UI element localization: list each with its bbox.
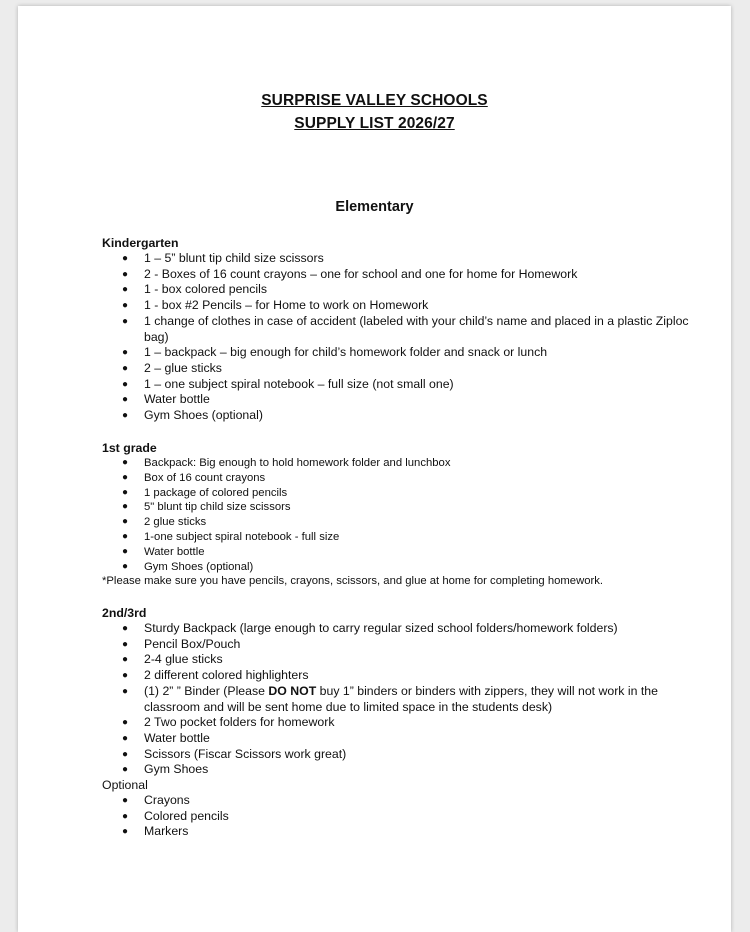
bullet-icon: ● <box>122 810 129 822</box>
bullet-icon: ● <box>122 457 129 468</box>
list-item: ● 1-one subject spiral notebook - full size <box>122 530 340 543</box>
list-item: ● Water bottle <box>122 392 210 407</box>
bullet-icon: ● <box>122 362 129 374</box>
bullet-icon: ● <box>122 732 129 744</box>
first-grade-list <box>102 456 692 574</box>
bullet-icon: ● <box>122 560 129 572</box>
supply-list-heading: SUPPLY LIST 2026/27 <box>294 115 455 132</box>
elementary-heading: Elementary <box>335 199 414 216</box>
list-item: ● Colored pencils <box>122 808 229 823</box>
optional-heading: Optional <box>102 778 148 793</box>
bullet-icon: ● <box>122 501 129 513</box>
kindergarten-list <box>102 251 692 424</box>
list-item: ● Gym Shoes (optional) <box>122 408 263 423</box>
bullet-icon: ● <box>122 826 129 838</box>
binder-item: ● (1) 2” ” Binder (Please DO NOT buy 1” binders or binders with zippers, they will not work in the classroom and will be sent home due to limited space in the students desk) <box>122 683 658 714</box>
list-item: ● 1 package of colored pencils <box>122 486 288 499</box>
bullet-icon: ● <box>122 623 129 634</box>
bullet-icon: ● <box>122 764 129 776</box>
document-page <box>18 6 731 932</box>
second-third-list <box>102 621 692 778</box>
bullet-icon: ● <box>122 268 129 280</box>
list-item: ● 2-4 glue sticks <box>122 652 223 667</box>
second-third-section <box>102 606 692 840</box>
list-item: ● 1 - box #2 Pencils – for Home to work on Homework <box>122 298 429 313</box>
list-item: ● 1 – backpack – big enough for child’s homework folder and snack or lunch <box>122 345 548 360</box>
homework-note: *Please make sure you have pencils, crayons, scissors, and glue at home for completing homework. <box>102 575 604 588</box>
bullet-icon: ● <box>122 410 129 422</box>
bullet-icon: ● <box>122 315 129 327</box>
list-item: ● 1 - box colored pencils <box>122 282 268 297</box>
list-item: ● Water bottle <box>122 545 205 558</box>
bullet-icon: ● <box>122 394 129 406</box>
list-item: ● Gym Shoes (optional) <box>122 560 254 573</box>
list-item: ● 2 – glue sticks <box>122 360 222 375</box>
list-item: ● Box of 16 count crayons <box>122 471 266 484</box>
kindergarten-section <box>102 236 692 424</box>
bullet-icon: ● <box>122 378 129 390</box>
list-item: ● 1 – one subject spiral notebook – full size (not small one) <box>122 376 454 391</box>
bullet-icon: ● <box>122 795 129 807</box>
list-item: ● 2 - Boxes of 16 count crayons – one for school and one for home for Homework <box>122 266 578 281</box>
first-grade-section <box>102 441 692 589</box>
bullet-icon: ● <box>122 253 129 264</box>
bullet-icon: ● <box>122 300 129 312</box>
list-item: ● Gym Shoes <box>122 762 209 777</box>
bullet-icon: ● <box>122 284 129 296</box>
list-item: ● Water bottle <box>122 730 210 745</box>
bullet-icon: ● <box>122 545 129 557</box>
bullet-icon: ● <box>122 654 129 666</box>
bullet-icon: ● <box>122 748 129 760</box>
list-item: ● Sturdy Backpack (large enough to carry regular sized school folders/homework folders) <box>122 621 618 635</box>
list-item: ● Pencil Box/Pouch <box>122 636 241 651</box>
school-name-heading: SURPRISE VALLEY SCHOOLS <box>261 92 488 109</box>
bullet-icon: ● <box>122 471 129 483</box>
list-item: ● 1 change of clothes in case of accident (labeled with your child’s name and placed in a plastic Ziploc bag) <box>122 313 689 344</box>
first-grade-heading: 1st grade <box>102 441 157 455</box>
bullet-icon: ● <box>122 530 129 542</box>
bullet-icon: ● <box>122 638 129 650</box>
list-item: ● Crayons <box>122 793 190 808</box>
list-item: ● 2 different colored highlighters <box>122 668 309 683</box>
list-item: ● 1 – 5” blunt tip child size scissors <box>122 251 324 265</box>
kindergarten-heading: Kindergarten <box>102 236 179 250</box>
optional-list <box>102 793 692 840</box>
bullet-icon: ● <box>122 486 129 498</box>
second-third-heading: 2nd/3rd <box>102 606 147 620</box>
list-item: ● 2 Two pocket folders for homework <box>122 715 335 730</box>
list-item: ● Backpack: Big enough to hold homework folder and lunchbox <box>122 457 451 469</box>
bullet-icon: ● <box>122 685 129 697</box>
do-not-emphasis: DO NOT <box>268 683 317 698</box>
list-item: ● 2 glue sticks <box>122 516 207 529</box>
bullet-icon: ● <box>122 347 129 359</box>
list-item: ● 5" blunt tip child size scissors <box>122 501 291 514</box>
bullet-icon: ● <box>122 717 129 729</box>
bullet-icon: ● <box>122 516 129 528</box>
list-item: ● Scissors (Fiscar Scissors work great) <box>122 746 347 761</box>
bullet-icon: ● <box>122 670 129 682</box>
list-item: ● Markers <box>122 824 189 839</box>
